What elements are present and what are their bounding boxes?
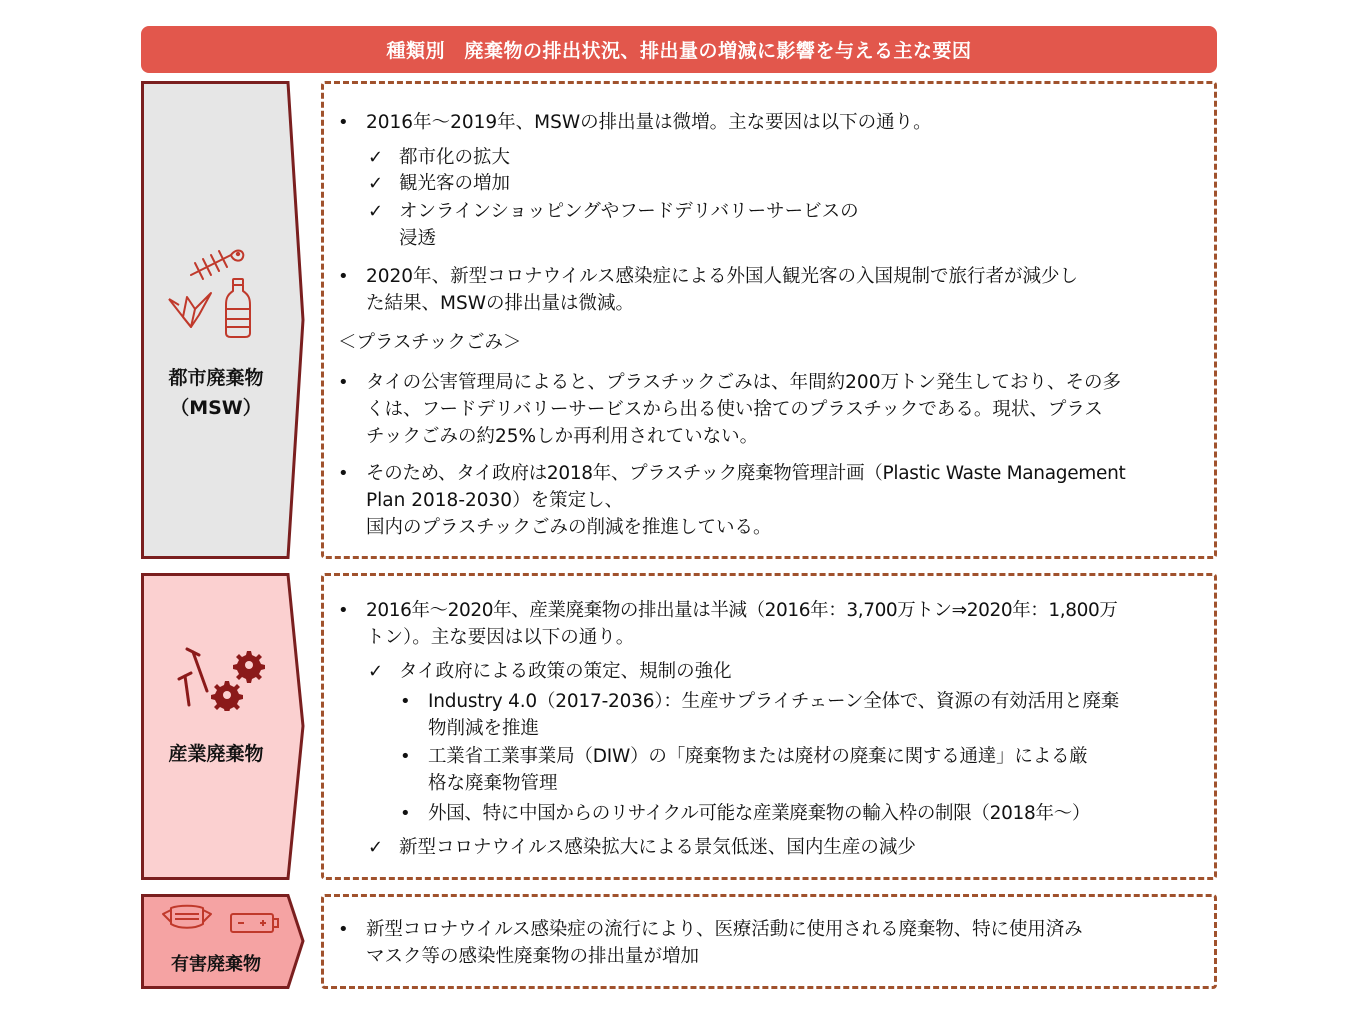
hazardous-bullet-1-line1: 新型コロナウイルス感染症の流行により、医療活動に使用される廃棄物、特に使用済み bbox=[366, 919, 1083, 940]
check-icon: ✓ bbox=[368, 173, 384, 194]
bullet-icon: • bbox=[400, 691, 411, 712]
bullet-icon: • bbox=[400, 746, 411, 767]
msw-bullet-4-line3: 国内のプラスチックごみの削減を推進している。 bbox=[366, 517, 772, 538]
msw-check-3-line2: 浸透 bbox=[399, 228, 437, 249]
check-icon: ✓ bbox=[368, 837, 384, 858]
bullet-icon: • bbox=[338, 112, 349, 133]
industrial-bullet-1-line1: 2016年～2020年、産業廃棄物の排出量は半減（2016年：3,700万トン⇒2020年：1,800万 bbox=[366, 600, 1118, 621]
bullet-icon: • bbox=[400, 803, 411, 824]
battery-icon bbox=[229, 908, 281, 940]
industrial-content-box bbox=[321, 573, 1217, 880]
category-msw-label-line1: 都市廃棄物 bbox=[168, 367, 264, 389]
msw-bullet-3-line3: チックごみの約25%しか再利用されていない。 bbox=[366, 426, 759, 447]
bullet-icon: • bbox=[338, 372, 349, 393]
msw-bullet-4-line1: そのため、タイ政府は2018年、プラスチック廃棄物管理計画（Plastic Waste Management bbox=[366, 463, 1126, 484]
bullet-icon: • bbox=[338, 266, 349, 287]
industrial-sub-3: 外国、特に中国からのリサイクル可能な産業廃棄物の輸入枠の制限（2018年～） bbox=[428, 803, 1091, 824]
msw-check-3-line1: オンラインショッピングやフードデリバリーサービスの bbox=[399, 201, 859, 222]
industrial-check-1: タイ政府による政策の策定、規制の強化 bbox=[399, 661, 732, 682]
nails-and-gears-icon bbox=[173, 645, 265, 715]
bullet-icon: • bbox=[338, 600, 349, 621]
hazardous-bullet-1-line2: マスク等の感染性廃棄物の排出量が増加 bbox=[366, 946, 700, 967]
industrial-sub-2-line2: 格な廃棄物管理 bbox=[428, 773, 558, 794]
bullet-icon: • bbox=[338, 463, 349, 484]
hazardous-content-box bbox=[321, 894, 1217, 989]
category-industrial bbox=[141, 573, 305, 880]
plastic-section-header: ＜プラスチックごみ＞ bbox=[338, 332, 522, 353]
msw-bullet-2-line1: 2020年、新型コロナウイルス感染症による外国人観光客の入国規制で旅行者が減少し bbox=[366, 266, 1078, 287]
msw-bullet-1: 2016年～2019年、MSWの排出量は微増。主な要因は以下の通り。 bbox=[366, 112, 932, 133]
industrial-sub-1-line2: 物削減を推進 bbox=[428, 718, 540, 739]
bullet-icon: • bbox=[338, 919, 349, 940]
industrial-bullet-1-line2: トン）。主な要因は以下の通り。 bbox=[366, 627, 635, 648]
msw-content-box bbox=[321, 81, 1217, 559]
msw-bullet-3-line2: くは、フードデリバリーサービスから出る使い捨てのプラスチックである。現状、プラス bbox=[366, 399, 1103, 420]
category-arrow-shape bbox=[141, 573, 305, 880]
msw-bullet-3-line1: タイの公害管理局によると、プラスチックごみは、年間約200万トン発生しており、その多 bbox=[366, 372, 1121, 393]
category-hazardous-label: 有害廃棄物 bbox=[171, 954, 261, 975]
category-industrial-label: 産業廃棄物 bbox=[168, 743, 264, 765]
paper-crane-icon bbox=[165, 287, 215, 337]
msw-check-1: 都市化の拡大 bbox=[399, 147, 511, 168]
msw-bullet-4-line2: Plan 2018-2030）を策定し、 bbox=[366, 490, 624, 511]
msw-check-2: 観光客の増加 bbox=[399, 173, 511, 194]
category-msw bbox=[141, 81, 305, 559]
table-title: 種類別 廃棄物の排出状況、排出量の増減に影響を与える主な要因 bbox=[141, 26, 1217, 73]
category-hazardous bbox=[141, 894, 305, 989]
face-mask-icon bbox=[159, 902, 215, 936]
category-msw-label-line2: （MSW） bbox=[170, 397, 262, 419]
industrial-sub-2-line1: 工業省工業事業局（DIW）の「廃棄物または廃材の廃棄に関する通達」による厳 bbox=[428, 746, 1088, 767]
plastic-bottle-icon bbox=[223, 277, 253, 343]
check-icon: ✓ bbox=[368, 201, 384, 222]
check-icon: ✓ bbox=[368, 147, 384, 168]
check-icon: ✓ bbox=[368, 661, 384, 682]
industrial-sub-1-line1: Industry 4.0（2017-2036）：生産サプライチェーン全体で、資源の有効活用と廃棄 bbox=[428, 691, 1120, 712]
industrial-check-2: 新型コロナウイルス感染拡大による景気低迷、国内生産の減少 bbox=[399, 837, 916, 858]
msw-bullet-2-line2: た結果、MSWの排出量は微減。 bbox=[366, 293, 634, 314]
